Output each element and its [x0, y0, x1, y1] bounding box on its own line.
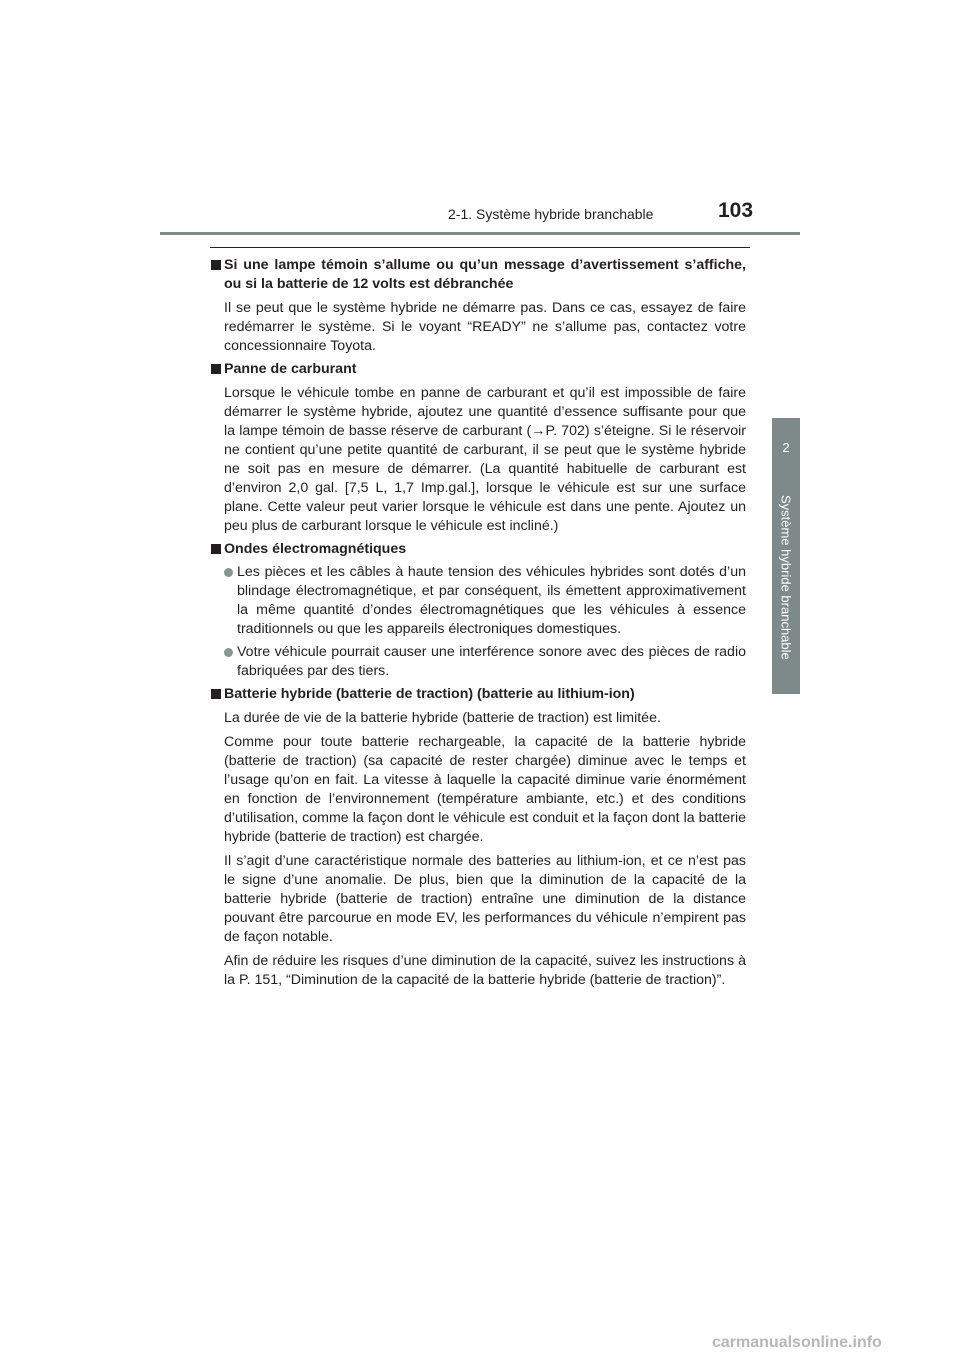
section-heading [210, 540, 746, 559]
bullet-item [210, 563, 746, 639]
paragraph: Comme pour toute batterie rechargeable, la capacité de la batterie hybride (batterie de traction) (sa capacité de rester chargée) diminue avec le temps et l’usage qu’on en fait. La vitesse à laquelle la capacité diminue varie énormément en fonction de l’environnement (température ambiante, etc.) et des conditions d’utilisation, comme la façon dont le véhicule est conduit et la façon dont la batterie hybride (batterie de traction) est chargée. [224, 734, 746, 845]
square-bullet-icon [211, 364, 221, 374]
section-heading [210, 360, 746, 379]
section-heading-text: Batterie hybride (batterie de traction) (batterie au lithium-ion) [224, 686, 635, 702]
main-content [210, 256, 746, 994]
paragraph: Afin de réduire les risques d’une diminution de la capacité, suivez les instructions à la P. 151, “Diminution de la capacité de la batterie hybride (batterie de traction)”. [224, 953, 746, 988]
section-heading-text: Panne de carburant [224, 361, 357, 377]
header-rule [160, 232, 800, 235]
paragraph: Il s’agit d’une caractéristique normale des batteries au lithium-ion, et ce n’est pas le signe d’une anomalie. De plus, bien que la diminution de la capacité de la batterie hybride (batterie de traction) entraîne une diminution de la distance pouvant être parcourue en mode EV, les performances du véhicule n’empirent pas de façon notable. [224, 853, 746, 945]
section-electromagnetic [210, 540, 746, 681]
paragraph: La durée de vie de la batterie hybride (batterie de traction) est limitée. [224, 710, 661, 726]
section-hybrid-battery [210, 685, 746, 990]
chapter-number: 2 [782, 440, 790, 455]
header-title: 2-1. Système hybride branchable [448, 206, 654, 222]
square-bullet-icon [211, 544, 221, 554]
chapter-title: Système hybride branchable [778, 495, 794, 660]
section-heading-text: Si une lampe témoin s’allume ou qu’un message d’avertissement s’affiche, ou si la batterie de 12 volts est débranchée [224, 257, 746, 292]
round-bullet-icon [224, 568, 233, 577]
bullet-text: Votre véhicule pourrait causer une interférence sonore avec des pièces de radio fabriquées par des tiers. [237, 644, 746, 679]
watermark: carmanualsonline.info [712, 1334, 882, 1351]
section-heading [210, 685, 746, 704]
content-rule [210, 247, 750, 248]
section-heading [210, 256, 746, 294]
paragraph: Il se peut que le système hybride ne démarre pas. Dans ce cas, essayez de faire redémarrer le système. Si le voyant “READY” ne s’allume pas, contactez votre concessionnaire Toyota. [224, 300, 746, 354]
paragraph: Lorsque le véhicule tombe en panne de carburant et qu’il est impossible de faire démarrer le système hybride, ajoutez une quantité d’essence suffisante pour que la lampe témoin de basse réserve de carburant (→P. 702) s’éteigne. Si le réservoir ne contient qu’une petite quantité de carburant, il se peut que le système hybride ne soit pas en mesure de démarrer. (La quantité habituelle de carburant est d’environ 2,0 gal. [7,5 L, 1,7 Imp.gal.], lorsque le véhicule est sur une surface plane. Cette valeur peut varier lorsque le véhicule est dans une pente. Ajoutez un peu plus de carburant lorsque le véhicule est incliné.) [224, 385, 746, 534]
square-bullet-icon [211, 689, 221, 699]
square-bullet-icon [211, 260, 221, 270]
bullet-item [210, 643, 746, 681]
bullet-text: Les pièces et les câbles à haute tension des véhicules hybrides sont dotés d’un blindage électromagnétique, et par conséquent, ils émettent approximativement la même quantité d’ondes électromagnétiques que les véhicules à essence traditionnels ou que les appareils électroniques domestiques. [237, 564, 746, 637]
round-bullet-icon [224, 648, 233, 657]
section-fuel [210, 360, 746, 536]
page-number: 103 [718, 199, 754, 222]
section-warning-lamp [210, 256, 746, 356]
section-heading-text: Ondes électromagnétiques [224, 541, 407, 557]
